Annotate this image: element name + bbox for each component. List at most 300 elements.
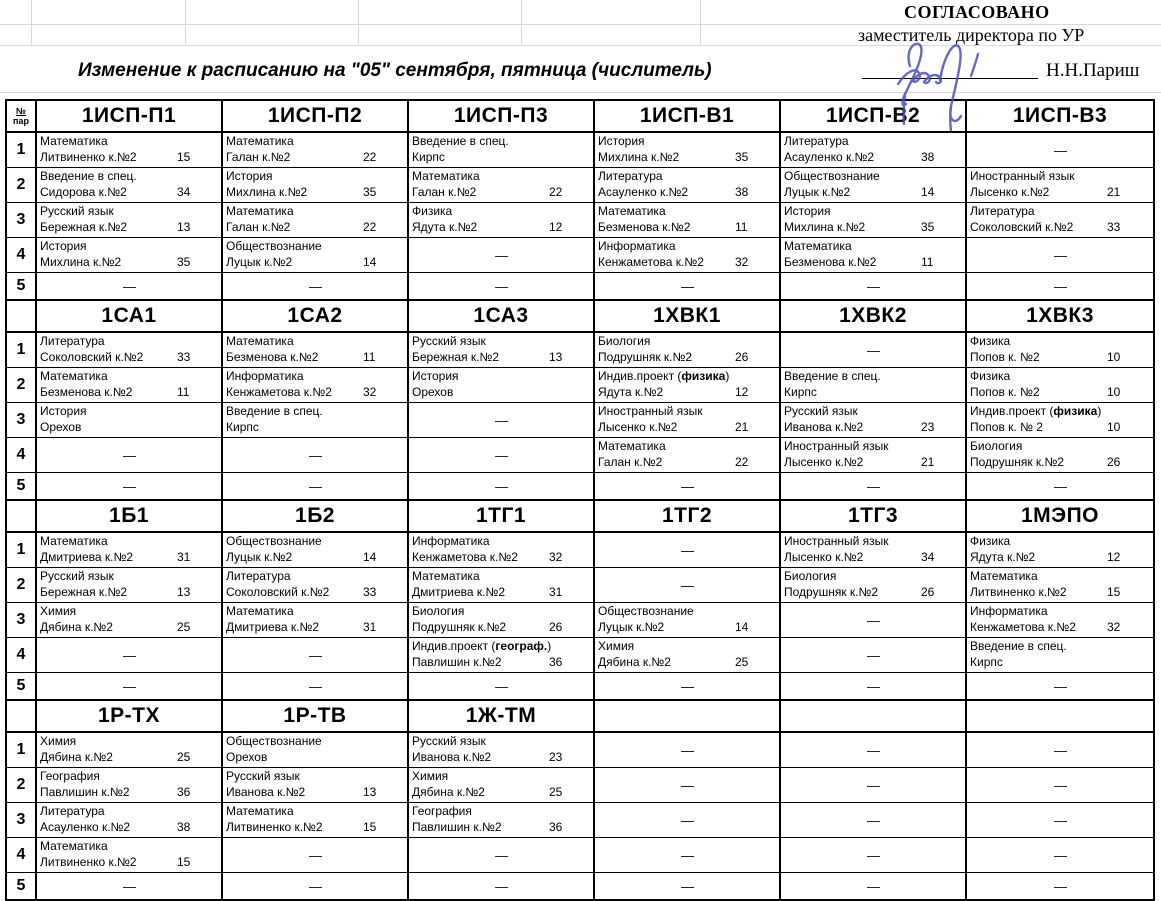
empty-lesson-cell — [781, 333, 967, 367]
empty-lesson-cell — [595, 533, 781, 567]
lesson-cell — [409, 603, 595, 637]
subject-text: Введение в спец. — [412, 134, 509, 148]
teacher-text: Кирпс — [970, 654, 1003, 669]
room-number: 23 — [549, 749, 563, 764]
subject-text: Обществознание — [226, 534, 322, 548]
empty-lesson-cell — [409, 873, 595, 899]
lesson-cell — [595, 133, 781, 167]
empty-lesson-cell — [595, 473, 781, 499]
teacher-text: Павлишин к.№2 — [412, 654, 502, 669]
teacher-text: Бережная к.№2 — [40, 584, 128, 599]
empty-lesson-cell — [781, 603, 967, 637]
approval-title: СОГЛАСОВАНО — [904, 2, 1050, 22]
group-name: 1МЭПО — [1020, 504, 1100, 527]
room-number: 32 — [549, 549, 563, 564]
empty-lesson-cell — [781, 803, 967, 837]
room-number: 13 — [363, 784, 377, 799]
teacher-text: Павлишин к.№2 — [40, 784, 130, 799]
empty-dash: — — [123, 647, 135, 663]
room-number: 34 — [921, 549, 935, 564]
teacher-text: Галан к.№2 — [226, 219, 291, 234]
room-number: 12 — [735, 384, 749, 399]
teacher-text: Попов к. №2 — [970, 349, 1040, 364]
group-header — [967, 301, 1153, 331]
empty-dash: — — [681, 478, 693, 494]
lesson-cell — [37, 733, 223, 767]
teacher-text: Ядута к.№2 — [598, 384, 664, 399]
teacher-text: Подрушняк к.№2 — [598, 349, 693, 364]
subject-text: Математика — [412, 569, 480, 583]
lesson-cell — [37, 333, 223, 367]
lesson-cell — [37, 133, 223, 167]
schedule-row — [7, 273, 1153, 299]
group-name: 1ТГ1 — [475, 504, 527, 527]
empty-dash: — — [495, 447, 507, 463]
room-number: 22 — [363, 219, 377, 234]
group-name: 1ИСП-В1 — [639, 104, 735, 127]
group-header — [223, 701, 409, 731]
empty-dash: — — [681, 542, 693, 558]
empty-dash: — — [681, 812, 693, 828]
empty-dash: — — [1054, 678, 1066, 694]
empty-lesson-cell — [781, 273, 967, 299]
empty-dash: — — [495, 278, 507, 294]
lesson-cell — [37, 533, 223, 567]
lesson-cell — [781, 203, 967, 237]
empty-lesson-cell — [781, 838, 967, 872]
lesson-cell — [223, 133, 409, 167]
room-number: 21 — [735, 419, 749, 434]
teacher-text: Михлина к.№2 — [598, 149, 680, 164]
subject-text: Математика — [226, 804, 294, 818]
teacher-text: Литвиненко к.№2 — [40, 854, 137, 869]
empty-dash: — — [681, 678, 693, 694]
lesson-cell — [37, 838, 223, 872]
room-number: 25 — [735, 654, 749, 669]
empty-dash: — — [681, 878, 693, 894]
lesson-cell — [37, 168, 223, 202]
empty-dash: — — [309, 847, 321, 863]
schedule-section — [7, 701, 1153, 899]
empty-lesson-cell — [37, 438, 223, 472]
pair-number: 3 — [7, 403, 37, 437]
lesson-cell — [409, 333, 595, 367]
empty-lesson-cell — [781, 673, 967, 699]
empty-dash: — — [867, 478, 879, 494]
empty-dash: — — [867, 847, 879, 863]
empty-lesson-cell — [595, 873, 781, 899]
group-name: 1ХВК3 — [1026, 304, 1094, 327]
subject-text: Физика — [970, 534, 1011, 548]
teacher-text: Дябина к.№2 — [412, 784, 485, 799]
teacher-text: Дябина к.№2 — [598, 654, 671, 669]
group-name: 1СА3 — [473, 304, 529, 327]
subject-text: Обществознание — [784, 169, 880, 183]
subject-text: Математика — [784, 239, 852, 253]
lesson-cell — [37, 403, 223, 437]
empty-dash: — — [681, 742, 693, 758]
room-number: 11 — [363, 349, 376, 364]
teacher-text: Асауленко к.№2 — [40, 819, 131, 834]
empty-lesson-cell — [37, 673, 223, 699]
empty-dash: — — [1054, 777, 1066, 793]
subject-text: Физика — [970, 334, 1011, 348]
room-number: 25 — [549, 784, 563, 799]
empty-dash: — — [1054, 878, 1066, 894]
room-number: 10 — [1107, 384, 1121, 399]
lesson-cell — [409, 368, 595, 402]
group-header — [409, 501, 595, 531]
subject-text: Информатика — [970, 604, 1048, 618]
room-number: 14 — [363, 254, 377, 269]
lesson-cell — [595, 168, 781, 202]
room-number: 35 — [735, 149, 749, 164]
subject-text: Математика — [40, 839, 108, 853]
lesson-cell — [37, 768, 223, 802]
empty-lesson-cell — [967, 803, 1153, 837]
subject-text: Физика — [412, 204, 453, 218]
subject-text: Введение в спец. — [40, 169, 137, 183]
empty-lesson-cell — [595, 568, 781, 602]
subject-text: Иностранный язык — [598, 404, 703, 418]
teacher-text: Кенжаметова к.№2 — [598, 254, 704, 269]
empty-dash: — — [681, 278, 693, 294]
group-header — [409, 301, 595, 331]
pair-number: 3 — [7, 203, 37, 237]
teacher-text: Лысенко к.№2 — [970, 184, 1050, 199]
lesson-cell — [595, 368, 781, 402]
teacher-text: Литвиненко к.№2 — [226, 819, 323, 834]
lesson-cell — [595, 238, 781, 272]
empty-lesson-cell — [37, 873, 223, 899]
lesson-cell — [781, 533, 967, 567]
lesson-cell — [223, 803, 409, 837]
schedule-row — [7, 838, 1153, 873]
teacher-text: Дябина к.№2 — [40, 619, 113, 634]
schedule-section — [7, 301, 1153, 501]
subject-text: Химия — [412, 769, 449, 783]
room-number: 31 — [177, 549, 191, 564]
pair-number: 4 — [7, 638, 37, 672]
room-number: 36 — [549, 654, 563, 669]
lesson-cell — [781, 568, 967, 602]
subject-text: Индив.проект (физика) — [970, 404, 1102, 418]
group-header — [967, 701, 1153, 731]
teacher-text: Иванова к.№2 — [412, 749, 492, 764]
subject-text: Математика — [598, 439, 666, 453]
room-number: 14 — [735, 619, 749, 634]
room-number: 26 — [1107, 454, 1121, 469]
room-number: 35 — [921, 219, 935, 234]
teacher-text: Попов к. № 2 — [970, 419, 1043, 434]
lesson-cell — [37, 803, 223, 837]
teacher-text: Орехов — [40, 419, 82, 434]
lesson-cell — [781, 168, 967, 202]
room-number: 12 — [549, 219, 563, 234]
empty-lesson-cell — [409, 238, 595, 272]
room-number: 10 — [1107, 419, 1121, 434]
lesson-cell — [409, 638, 595, 672]
room-number: 15 — [177, 149, 191, 164]
lesson-cell — [967, 333, 1153, 367]
room-number: 32 — [363, 384, 377, 399]
empty-dash: — — [867, 678, 879, 694]
empty-lesson-cell — [781, 873, 967, 899]
room-number: 21 — [1107, 184, 1121, 199]
empty-lesson-cell — [223, 873, 409, 899]
schedule-row — [7, 568, 1153, 603]
group-header — [409, 101, 595, 131]
group-header-row — [7, 501, 1153, 533]
teacher-text: Иванова к.№2 — [784, 419, 864, 434]
teacher-text: Дмитриева к.№2 — [40, 549, 134, 564]
schedule-row — [7, 133, 1153, 168]
subject-text: Физика — [970, 369, 1011, 383]
teacher-text: Кирпс — [226, 419, 259, 434]
group-name: 1ТГ3 — [847, 504, 899, 527]
pair-number: 1 — [7, 333, 37, 367]
lesson-cell — [781, 368, 967, 402]
lesson-cell — [409, 803, 595, 837]
empty-lesson-cell — [409, 838, 595, 872]
teacher-text: Луцык к.№2 — [226, 254, 293, 269]
teacher-text: Безменова к.№2 — [40, 384, 133, 399]
pair-number: 1 — [7, 533, 37, 567]
subject-text: Математика — [412, 169, 480, 183]
room-number: 36 — [549, 819, 563, 834]
room-number: 15 — [1107, 584, 1121, 599]
teacher-text: Подрушняк к.№2 — [784, 584, 879, 599]
schedule-row — [7, 438, 1153, 473]
pair-number: 3 — [7, 603, 37, 637]
subject-text: Русский язык — [226, 769, 300, 783]
subject-text: Литература — [970, 204, 1035, 218]
teacher-text: Орехов — [226, 749, 268, 764]
lesson-cell — [37, 603, 223, 637]
teacher-text: Соколовский к.№2 — [226, 584, 330, 599]
grid-line — [31, 0, 32, 45]
lesson-cell — [781, 438, 967, 472]
group-name: 1Б1 — [109, 504, 149, 527]
empty-dash: — — [681, 847, 693, 863]
group-header — [223, 101, 409, 131]
empty-dash: — — [309, 278, 321, 294]
subject-text: Информатика — [226, 369, 304, 383]
group-name: 1Р-ТВ — [283, 704, 347, 727]
lesson-cell — [595, 403, 781, 437]
room-number: 10 — [1107, 349, 1121, 364]
teacher-text: Павлишин к.№2 — [412, 819, 502, 834]
teacher-text: Луцык к.№2 — [598, 619, 665, 634]
teacher-text: Асауленко к.№2 — [784, 149, 875, 164]
pair-number: 2 — [7, 568, 37, 602]
room-number: 38 — [177, 819, 191, 834]
room-number: 25 — [177, 749, 191, 764]
lesson-cell — [37, 368, 223, 402]
empty-dash: — — [681, 777, 693, 793]
teacher-text: Бережная к.№2 — [412, 349, 500, 364]
pair-number: 2 — [7, 768, 37, 802]
empty-dash: — — [867, 742, 879, 758]
grid-line — [185, 0, 186, 45]
empty-lesson-cell — [967, 873, 1153, 899]
teacher-text: Бережная к.№2 — [40, 219, 128, 234]
empty-lesson-cell — [595, 673, 781, 699]
empty-lesson-cell — [409, 273, 595, 299]
room-number: 26 — [549, 619, 563, 634]
empty-dash: — — [1054, 742, 1066, 758]
room-number: 32 — [1107, 619, 1121, 634]
subject-text: Иностранный язык — [784, 439, 889, 453]
empty-lesson-cell — [409, 673, 595, 699]
empty-dash: — — [309, 647, 321, 663]
teacher-text: Орехов — [412, 384, 454, 399]
lesson-cell — [967, 638, 1153, 672]
subject-text: Химия — [40, 734, 77, 748]
room-number: 31 — [363, 619, 377, 634]
group-name: 1ХВК2 — [839, 304, 907, 327]
group-name: 1ТГ2 — [661, 504, 713, 527]
grid-line — [358, 0, 359, 45]
lesson-cell — [409, 203, 595, 237]
schedule-row — [7, 203, 1153, 238]
schedule-row — [7, 733, 1153, 768]
empty-dash: — — [495, 247, 507, 263]
lesson-cell — [595, 203, 781, 237]
teacher-text: Соколовский к.№2 — [40, 349, 144, 364]
teacher-text: Подрушняк к.№2 — [970, 454, 1065, 469]
group-header-row — [7, 701, 1153, 733]
subject-text: Введение в спец. — [226, 404, 323, 418]
empty-dash: — — [867, 278, 879, 294]
room-number: 22 — [363, 149, 377, 164]
subject-text: Индив.проект (физика) — [598, 369, 730, 383]
subject-text: Математика — [226, 604, 294, 618]
approver-name: Н.Н.Париш — [1046, 60, 1140, 81]
lesson-cell — [223, 403, 409, 437]
subject-text: Русский язык — [412, 734, 486, 748]
empty-dash: — — [309, 878, 321, 894]
subject-text: История — [226, 169, 273, 183]
group-header — [595, 101, 781, 131]
teacher-text: Соколовский к.№2 — [970, 219, 1074, 234]
lesson-cell — [223, 568, 409, 602]
empty-dash: — — [1054, 478, 1066, 494]
pair-number: 5 — [7, 673, 37, 699]
subject-text: Математика — [598, 204, 666, 218]
room-number: 31 — [549, 584, 563, 599]
group-name: 1ИСП-В3 — [1012, 104, 1108, 127]
empty-lesson-cell — [409, 403, 595, 437]
subject-text: Иностранный язык — [784, 534, 889, 548]
subject-text: Введение в спец. — [970, 639, 1067, 653]
lesson-cell — [967, 533, 1153, 567]
subject-text: Обществознание — [226, 239, 322, 253]
group-name: 1ИСП-П3 — [453, 104, 549, 127]
lesson-cell — [967, 603, 1153, 637]
empty-lesson-cell — [223, 673, 409, 699]
lesson-cell — [781, 403, 967, 437]
empty-lesson-cell — [967, 838, 1153, 872]
group-header — [223, 501, 409, 531]
empty-lesson-cell — [967, 273, 1153, 299]
group-name: 1ИСП-П2 — [267, 104, 363, 127]
schedule-row — [7, 333, 1153, 368]
lesson-cell — [37, 203, 223, 237]
room-number: 25 — [177, 619, 191, 634]
room-number: 34 — [177, 184, 191, 199]
teacher-text: Михлина к.№2 — [40, 254, 122, 269]
teacher-text: Безменова к.№2 — [598, 219, 691, 234]
teacher-text: Кенжаметова к.№2 — [226, 384, 332, 399]
subject-text: Русский язык — [784, 404, 858, 418]
empty-lesson-cell — [409, 438, 595, 472]
empty-dash: — — [1054, 142, 1066, 158]
subject-text: Информатика — [598, 239, 676, 253]
teacher-text: Безменова к.№2 — [784, 254, 877, 269]
subject-text: Математика — [40, 369, 108, 383]
empty-lesson-cell — [223, 438, 409, 472]
schedule-row — [7, 873, 1153, 899]
signature-scribble-icon — [888, 32, 1000, 132]
empty-lesson-cell — [37, 273, 223, 299]
empty-dash: — — [495, 878, 507, 894]
pair-number: 4 — [7, 238, 37, 272]
lesson-cell — [223, 768, 409, 802]
teacher-text: Дмитриева к.№2 — [412, 584, 506, 599]
lesson-cell — [37, 568, 223, 602]
group-name: 1Ж-ТМ — [465, 704, 537, 727]
room-number: 22 — [735, 454, 749, 469]
lesson-cell — [223, 238, 409, 272]
lesson-cell — [223, 168, 409, 202]
group-header — [967, 501, 1153, 531]
empty-lesson-cell — [37, 473, 223, 499]
room-number: 33 — [363, 584, 377, 599]
group-header — [223, 301, 409, 331]
lesson-cell — [409, 733, 595, 767]
schedule-row — [7, 168, 1153, 203]
teacher-text: Луцык к.№2 — [226, 549, 293, 564]
teacher-text: Литвиненко к.№2 — [970, 584, 1067, 599]
grid-line — [700, 0, 701, 45]
empty-dash: — — [1054, 812, 1066, 828]
empty-dash: — — [495, 412, 507, 428]
empty-lesson-cell — [967, 133, 1153, 167]
empty-dash: — — [123, 447, 135, 463]
empty-lesson-cell — [781, 638, 967, 672]
teacher-text: Кенжаметова к.№2 — [970, 619, 1076, 634]
room-number: 35 — [177, 254, 191, 269]
room-number: 11 — [921, 254, 934, 269]
subject-text: Биология — [784, 569, 837, 583]
subject-text: Математика — [226, 204, 294, 218]
subject-text: Математика — [970, 569, 1038, 583]
empty-lesson-cell — [781, 768, 967, 802]
lesson-cell — [967, 168, 1153, 202]
lesson-cell — [223, 603, 409, 637]
lesson-cell — [223, 733, 409, 767]
schedule-row — [7, 238, 1153, 273]
subject-text: Математика — [226, 134, 294, 148]
subject-text: Биология — [970, 439, 1023, 453]
empty-dash: — — [867, 612, 879, 628]
pair-number: 4 — [7, 838, 37, 872]
empty-dash: — — [123, 878, 135, 894]
subject-text: История — [784, 204, 831, 218]
subject-text: Информатика — [412, 534, 490, 548]
empty-lesson-cell — [223, 273, 409, 299]
